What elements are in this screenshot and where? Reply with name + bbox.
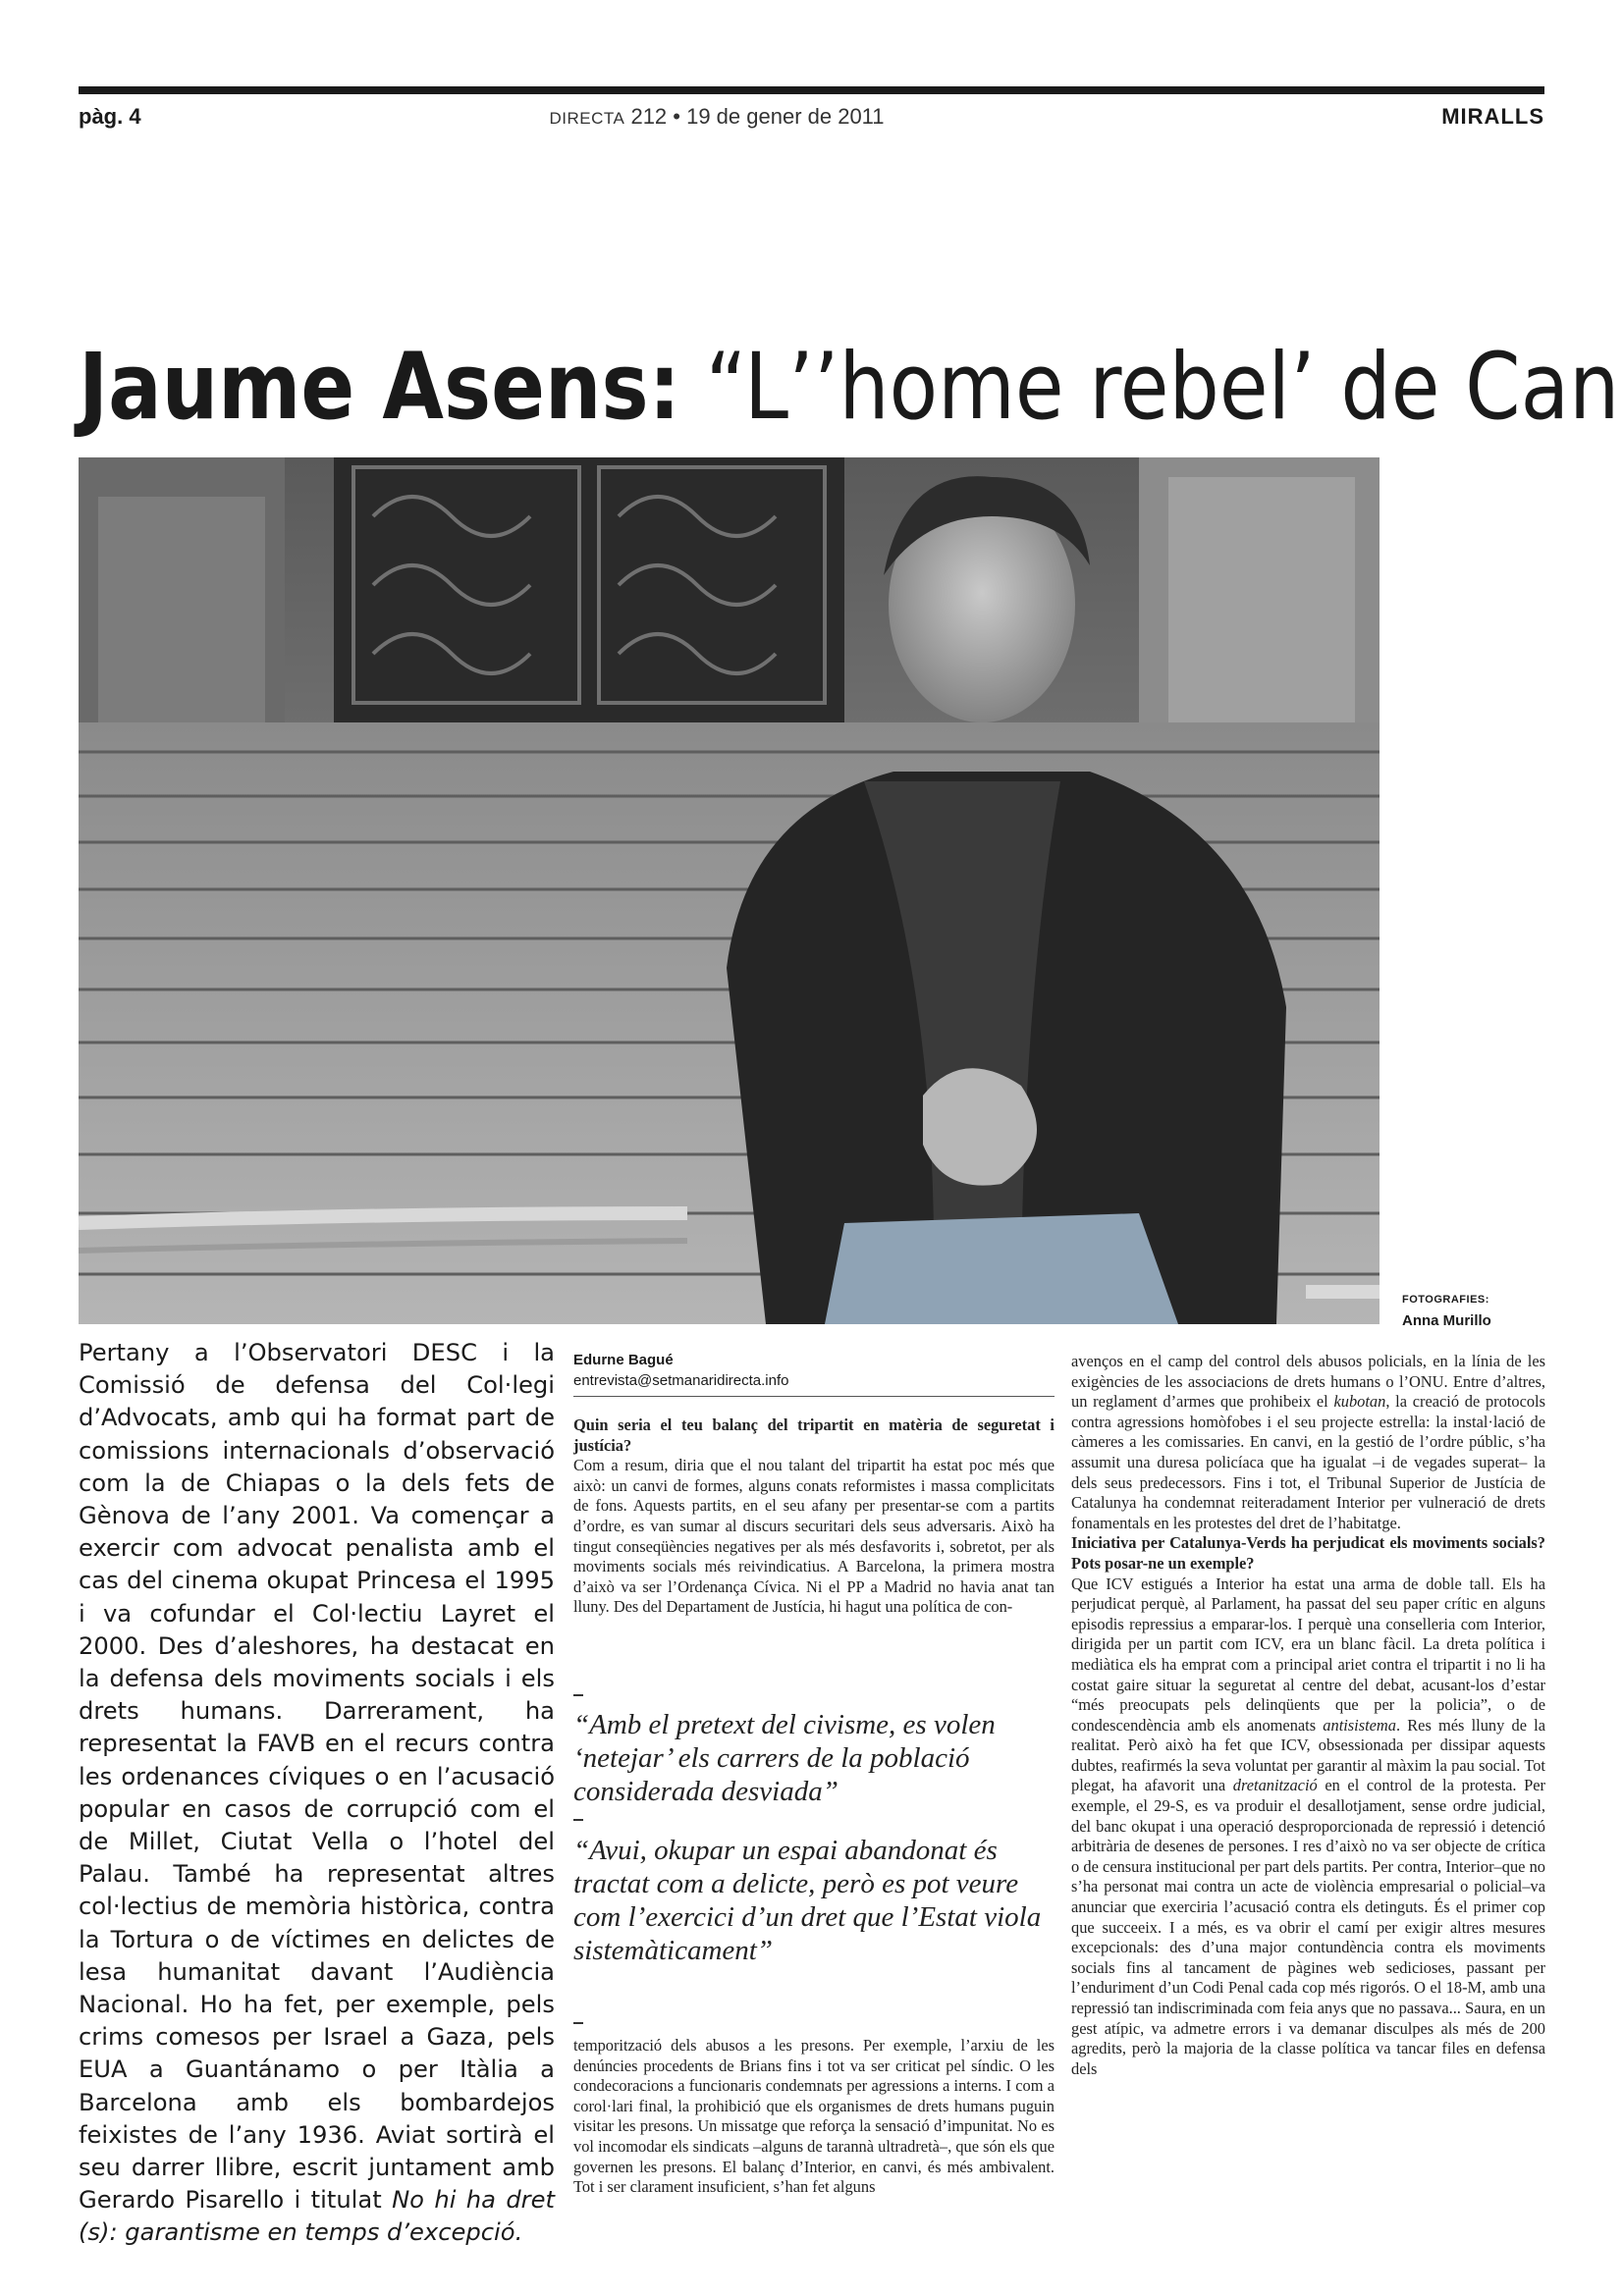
- intro-text: Pertany a l’Observatori DESC i la Comissió de defensa del Col·legi d’Advocats, amb qui ha format part de comissions internacionals d’observació com la de Chiapas o la dels fets de Gènova de l’any 2001. Va començar a exercir com advocat penalista amb el cas del cinema okupat Princesa el 1995 i va cofundar el Col·lectiu Layret el 2000. Des d’aleshores, ha destacat en la defensa dels moviments socials i els drets humans. Darrerament, ha representat la FAVB en el recurs contra les ordenances cíviques o en l’acusació popular en casos de corrupció com el de Millet, Ciutat Vella o l’hotel del Palau. També ha representat altres col·lectius de memòria històrica, contra la Tortura o de víctimes en delictes de lesa humanitat davant l’Audiència Nacional. Ho ha fet, per exemple, pels crims comesos per Israel a Gaza, pels EUA a Guantánamo o per Itàlia a Barcelona amb els bombardejos feixistes de l’any 1936. Aviat sortirà el seu darrer llibre, escrit juntament amb Gerardo Pisarello i titulat: [79, 1339, 555, 2215]
- headline-quote: “L’’home rebel’ de Can: [705, 334, 1620, 441]
- issue-date: 212 • 19 de gener de 2011: [630, 104, 885, 129]
- answer-1-part-2: temporització dels abusos a les presons. Per exemple, l’arxiu de les denúncies procedents de Brians fins i tot va ser criticat pel síndic. O les condecoracions a funcionaris condemnats per agressions a interns. I com a corol·lari final, la prohibició que els organismes de drets humans puguin visitar les presons. Un missatge que reforça la sensació d’impunitat. No es vol incomodar els sindicats –alguns de tarannà ultradretà–, que són els que governen les presons. El balanç d’Interior, en canvi, és més ambivalent. Tot i ser clarament insuficient, s’han fet alguns: [573, 2036, 1055, 2197]
- author-email: entrevista@setmanaridirecta.info: [573, 1372, 789, 1389]
- answer-1-part-3: avenços en el camp del control dels abusos policials, en la línia de les exigències de les associacions de drets humans o l’ONU. Entre d’altres, un reglament d’armes que prohibeix el kubotan, la creació de protocols contra agressions homòfobes i el seu projecte estrella: la instal·lació de càmeres a les comissaries. En canvi, en la gestió de l’ordre públic, s’ha assumit una duresa policíaca que ha igualat –i de vegades superat– la dels seus predecessors. Fins i tot, el Tribunal Superior de Justícia de Catalunya ha condemnat reiteradament Interior per vulneració de drets fonamentals en les protestes del dret de l’habitatge.: [1071, 1352, 1545, 1532]
- pull-quote-dash: [573, 1694, 583, 1696]
- portrait-photo: [79, 457, 1380, 1324]
- headline: [79, 334, 1620, 452]
- interview-column-3: [1071, 1352, 1545, 2079]
- photographer-name: Anna Murillo: [1402, 1312, 1491, 1329]
- pull-quote-dash: [573, 1819, 583, 1821]
- answer-2: Que ICV estigués a Interior ha estat una arma de doble tall. Els ha perjudicat perquè, al Parlament, ha passat del seu paper crític en alguns episodis repressius a emparar-los. I perquè una conselleria com Interior, dirigida per un partit com ICV, era un blanc fàcil. La dreta política i mediàtica els ha emprat com a principal ariet contra el tripartit i no li ha costat gaire situar la seguretat al centre del debat, acusant-los d’estar “més preocupats pels delinqüents que per la policia”, o de condescendència amb els anomenats antisistema. Res més lluny de la realitat. Però això ha fet que ICV, obsessionada per dissipar aquests dubtes, reafirmés la seva voluntat per garantir al màxim la pau social. Tot plegat, ha afavorit una dretanització en el control de la protesta. Per exemple, el 29-S, es va produir el desallotjament, sense ordre judicial, del banc okupat i una operació desproporcionada de repressió i detenció arbitrària de desenes de persones. I res d’això no va ser objecte de crítica o de censura institucional per part dels partits. Per contra, Interior–que no s’ha personat mai contra un acte de violència empresarial o policial–va anunciar que exerciria l’acusació contra els detinguts. És el primer cop que succeeix. I a més, es va obrir el camí per exigir altres mesures excepcionals: des d’una major contundència contra els moviments socials fins al tancament de pàgines web sedicioses, passant per l’enduriment d’un Codi Penal cada cop més rigorós. O el 18-M, amb una repressió tan indiscriminada com feia anys que no passava... Saura, en un gest atípic, va admetre errors i va demanar disculpes als més de 200 agredits, però la majoria de la classe política va tancar files en defensa dels: [1071, 1574, 1545, 2078]
- issue-line: [471, 102, 962, 133]
- section-name: MIRALLS: [1441, 104, 1544, 129]
- pull-quote-dash: [573, 2022, 583, 2024]
- byline-rule: [573, 1396, 1055, 1397]
- interview-column-2-top: [573, 1415, 1055, 1618]
- question-2: Iniciativa per Catalunya-Verds ha perjudicat els moviments socials? Pots posar-ne un exemple?: [1071, 1533, 1545, 1573]
- pull-quote-1: “Amb el pretext del civisme, es volen ‘netejar’ els carrers de la població considerada desviada”: [573, 1709, 996, 1807]
- intro-paragraph: [79, 1337, 555, 2250]
- answer-1-part-1: Com a resum, diria que el nou talant del tripartit ha estat poc més que això: un canvi de formes, alguns conats reformistes i massa complicitats de fons. Aquests partits, en el seu afany per presentar-se com a partits d’ordre, es van sumar al discurs securitari dels seus adversaris. Això ha tingut conseqüències negatives per als més desfavorits i, sobretot, per als moviments socials més reivindicatius. A Barcelona, la primera mostra d’això va ser l’Ordenança Cívica. Ni el PP a Madrid no havia anat tan lluny. Des del Departament de Justícia, hi hagut una política de con-: [573, 1456, 1055, 1617]
- publication-name: DIRECTA: [549, 109, 625, 128]
- page-number: pàg. 4: [79, 104, 141, 129]
- question-1: Quin seria el teu balanç del tripartit en matèria de seguretat i justícia?: [573, 1415, 1055, 1455]
- headline-name: Jaume Asens:: [79, 334, 680, 441]
- byline: [573, 1351, 1055, 1397]
- photo-credit: [1402, 1289, 1589, 1332]
- author-name: Edurne Bagué: [573, 1352, 674, 1368]
- book-title: No hi ha dret (s): garantisme en temps d’excepció.: [79, 2186, 555, 2247]
- pull-quote-2: “Avui, okupar un espai abandonat és tractat com a delicte, però es pot veure com l’exercici d’un dret que l’Estat viola sistemàticament”: [573, 1835, 1042, 1966]
- header-rule: [79, 86, 1544, 94]
- photo-credit-label: FOTOGRAFIES:: [1402, 1294, 1489, 1306]
- interview-column-2-bottom: [573, 2036, 1055, 2198]
